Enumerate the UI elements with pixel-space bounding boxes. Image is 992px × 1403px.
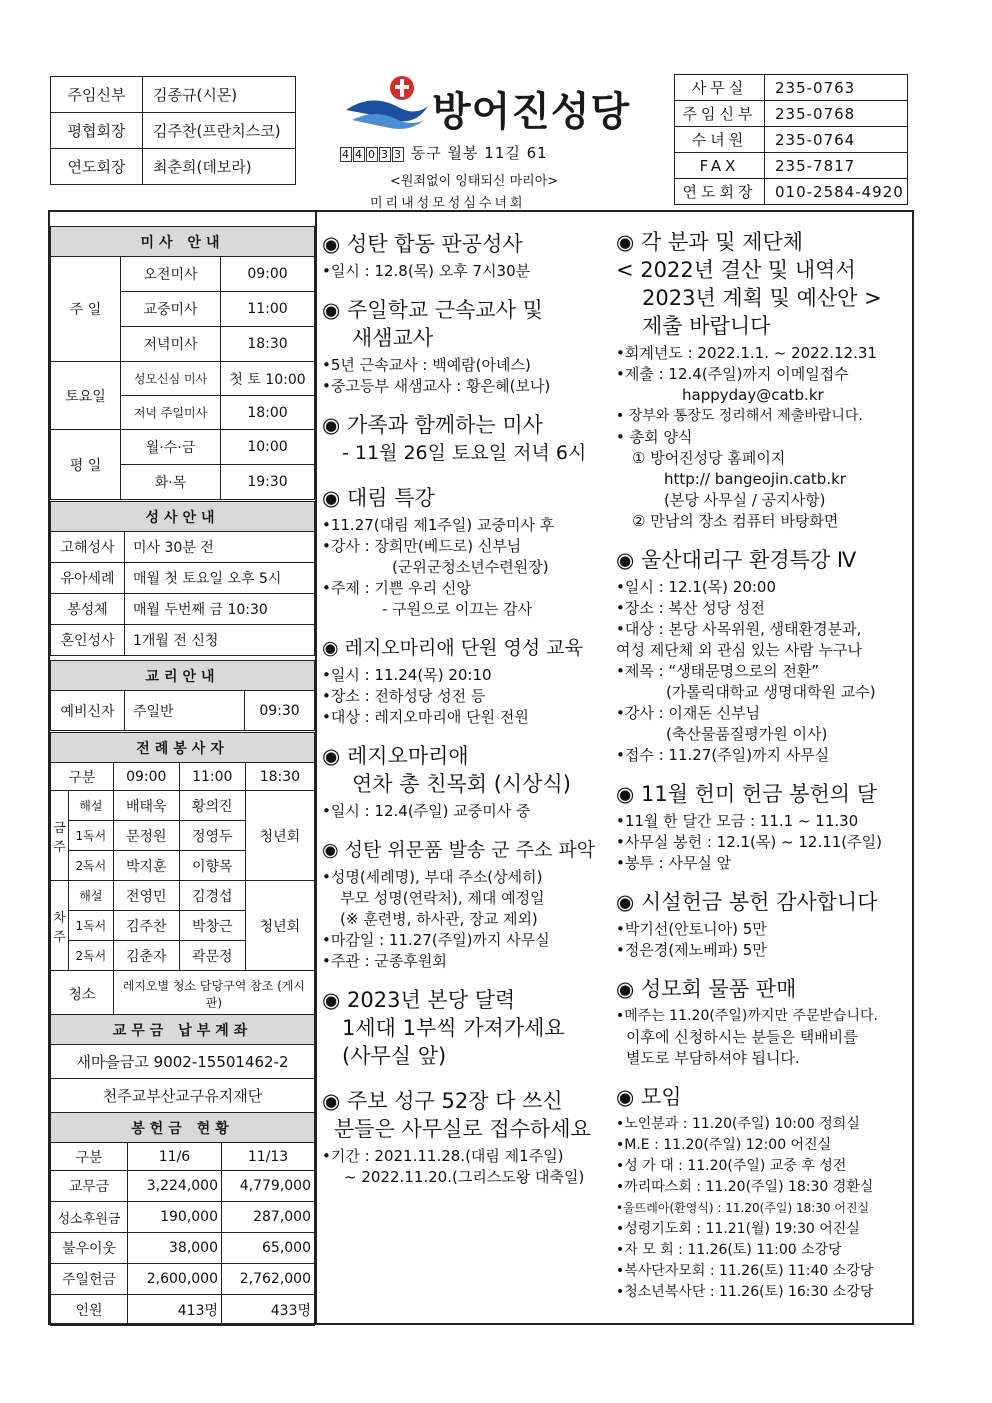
offering-amount: 3,224,000: [128, 1171, 222, 1202]
meeting-line: •복사단자모회 : 11.26(토) 11:40 소강당: [616, 1263, 874, 1279]
church-name: 방어진성당: [432, 89, 631, 135]
liturgy-title: 전례봉사자: [51, 733, 315, 763]
zip-digit: 3: [381, 148, 389, 161]
meeting-line: •M.E : 11.20(주일) 12:00 어진실: [616, 1137, 832, 1153]
mass-name: 저녁 주일미사: [121, 396, 221, 430]
mass-title: 미사 안내: [51, 227, 315, 257]
mass-time: 첫 토 10:00: [221, 362, 315, 396]
evening-group: 청년회: [245, 881, 314, 971]
section-heading: 제출 바랍니다: [642, 314, 771, 338]
contact-label: 연도회장: [675, 179, 765, 205]
meeting-line: •자 모 회 : 11.26(토) 11:00 소강당: [616, 1242, 842, 1258]
section-line: •회계년도 : 2022.1.1. ~ 2022.12.31: [616, 344, 877, 362]
server-name: 전영민: [113, 881, 179, 911]
contact-label: 사무실: [675, 75, 765, 101]
mass-time: 18:30: [221, 327, 315, 362]
offering-amount: 287,000: [222, 1202, 315, 1233]
sacrament-table: [50, 501, 315, 656]
sacrament-title: 성사안내: [51, 502, 315, 532]
section-line: •주관 : 군종후원회: [322, 952, 447, 970]
homepage-url: http:// bangeojin.catb.kr: [664, 470, 846, 488]
meeting-line: •성 가 대 : 11.20(주일) 교중 후 성전: [616, 1158, 847, 1174]
doctrine-title: 교리안내: [51, 661, 315, 691]
section-line: •대상 : 레지오마리애 단원 전원: [322, 708, 529, 726]
meeting-line: •까리따스회 : 11.20(주일) 18:30 경환실: [616, 1179, 874, 1195]
meeting-line: •울뜨레아(환영식) : 11.20(주일) 18:30 어진실: [616, 1201, 870, 1215]
server-name: 이향목: [179, 851, 245, 881]
offering-amount: 2,762,000: [222, 1264, 315, 1295]
section-line: •11월 한 달간 모금 : 11.1 ~ 11.30: [616, 812, 859, 830]
section-line: • 총회 양식: [616, 428, 693, 446]
contact-value: 010-2584-4920: [765, 179, 908, 205]
zip-digit: 4: [355, 148, 363, 161]
evening-group: 청년회: [245, 791, 314, 881]
section-subheading: - 11월 26일 토요일 저녁 6시: [342, 442, 587, 464]
section-line: •메주는 11.20(주일)까지만 주문받습니다.: [616, 1008, 878, 1024]
offering-amount: 190,000: [128, 1202, 222, 1233]
role-name: 1독서: [69, 911, 114, 941]
server-name: 김경섭: [179, 881, 245, 911]
meeting-line: •청소년복사단 : 11.26(토) 16:30 소강당: [616, 1284, 874, 1300]
section-heading: 새샘교사: [352, 326, 434, 350]
contact-label: 수녀원: [675, 127, 765, 153]
liturgy-head: 구분: [51, 763, 114, 791]
doctrine-class: 주일반: [125, 691, 245, 731]
sacrament-name: 봉성체: [51, 594, 125, 625]
email-address: happyday@catb.kr: [682, 386, 824, 404]
role-name: 2독서: [69, 851, 114, 881]
zip-digit: 3: [394, 148, 402, 161]
section-heading: 1세대 1부씩 가져가세요: [342, 1016, 565, 1040]
section-line: •장소 : 복산 성당 성전: [616, 599, 765, 617]
sacrament-time: 매월 두번째 금 10:30: [125, 594, 315, 625]
section-line: •일시 : 12.4(주일) 교중미사 중: [322, 802, 531, 820]
server-name: 배태욱: [113, 791, 179, 821]
zip-digit: 4: [342, 148, 350, 161]
section-heading: ◉ 모임: [616, 1085, 682, 1109]
mass-name: 오전미사: [121, 257, 221, 292]
sunday-label: 주 일: [51, 257, 121, 362]
role-name: 해설: [69, 881, 114, 911]
section-line: 부모 성명(연락처), 제대 예정일: [340, 889, 545, 907]
section-heading: ◉ 레지오마리애 단원 영성 교육: [322, 637, 583, 659]
header-info-table: [50, 76, 296, 185]
mass-time: 09:00: [221, 257, 315, 292]
section-heading: 분들은 사무실로 접수하세요: [334, 1117, 591, 1141]
liturgy-head: 09:00: [113, 763, 179, 791]
column-divider: [315, 212, 317, 1323]
mass-schedule-table: [50, 226, 315, 500]
section-heading: ◉ 주보 성구 52장 다 쓰신: [322, 1089, 563, 1113]
offering-label: 교무금: [51, 1171, 128, 1202]
next-week-label: 차주: [51, 881, 69, 971]
church-emblem-icon: [342, 74, 430, 134]
section-heading: ◉ 대림 특강: [322, 486, 435, 510]
section-line: •일시 : 12.1(목) 20:00: [616, 578, 777, 596]
church-logo: [342, 74, 652, 134]
server-name: 김춘자: [113, 941, 179, 971]
mass-time: 11:00: [221, 292, 315, 327]
section-line: •일시 : 12.8(목) 오후 7시30분: [322, 262, 531, 280]
section-heading: ◉ 2023년 본당 달력: [322, 988, 516, 1012]
section-line: •일시 : 11.24(목) 20:10: [322, 666, 492, 684]
contact-label: FAX: [675, 153, 765, 179]
account-table: [50, 1014, 315, 1113]
header-value: 김주찬(프란치스코): [143, 113, 296, 149]
section-line: 이후에 신청하시는 분들은 택배비를: [626, 1028, 858, 1046]
sacrament-time: 1개월 전 신청: [125, 625, 315, 656]
section-line: •마감일 : 11.27(주일)까지 사무실: [322, 931, 550, 949]
server-name: 문정원: [113, 821, 179, 851]
liturgy-head: 11:00: [179, 763, 245, 791]
offering-label: 성소후원금: [51, 1202, 128, 1233]
liturgy-table: [50, 732, 315, 1017]
offering-table: [50, 1112, 315, 1326]
header-label: 평협회장: [51, 113, 143, 149]
section-line: •성명(세례명), 부대 주소(상세히): [322, 868, 543, 886]
section-heading: ◉ 성모회 물품 판매: [616, 977, 797, 1001]
cleaning-value: 레지오별 청소 담당구역 참조 (게시판): [113, 971, 314, 1017]
section-line: •접수 : 11.27(주일)까지 사무실: [616, 746, 830, 764]
doctrine-time: 09:30: [245, 691, 315, 731]
street-address: 동구 월봉 11길 61: [410, 144, 548, 162]
offering-label: 주일헌금: [51, 1264, 128, 1295]
section-heading: ◉ 주일학교 근속교사 및: [322, 298, 543, 322]
saturday-label: 토요일: [51, 362, 121, 430]
role-name: 2독서: [69, 941, 114, 971]
offering-amount: 2,600,000: [128, 1264, 222, 1295]
header-value: 김종규(시몬): [143, 77, 296, 113]
section-line: •제출 : 12.4(주일)까지 이메일접수: [616, 365, 849, 383]
section-line: 여성 제단체 외 관심 있는 사람 누구나: [616, 641, 862, 659]
mass-time: 18:00: [221, 396, 315, 430]
section-line: 별도로 부담하셔야 됩니다.: [626, 1049, 800, 1067]
section-line: •강사 : 장희만(베드로) 신부님: [322, 537, 522, 555]
offering-amount: 433명: [222, 1295, 315, 1326]
section-line: •기간 : 2021.11.28.(대림 제1주일): [322, 1147, 564, 1165]
liturgy-head: 18:30: [245, 763, 314, 791]
motto: <원죄없이 잉태되신 마리아>: [390, 174, 559, 189]
offering-amount: 4,779,000: [222, 1171, 315, 1202]
section-heading: ◉ 시설헌금 봉헌 감사합니다: [616, 890, 878, 914]
right-column: [616, 228, 908, 1303]
section-line: •정은경(제노베파) 5만: [616, 941, 767, 959]
sacrament-name: 혼인성사: [51, 625, 125, 656]
header-label: 연도회장: [51, 149, 143, 185]
sacrament-name: 고해성사: [51, 532, 125, 563]
contact-value: 235-0763: [765, 75, 908, 101]
account-title: 교무금 납부계좌: [51, 1015, 315, 1045]
sacrament-name: 유아세례: [51, 563, 125, 594]
contact-value: 235-0764: [765, 127, 908, 153]
section-heading: ◉ 울산대리구 환경특강 Ⅳ: [616, 548, 857, 572]
section-line: (본당 사무실 / 공지사항): [664, 491, 826, 509]
section-heading: 2023년 계획 및 예산안 >: [642, 286, 882, 310]
server-name: 김주찬: [113, 911, 179, 941]
contact-value: 235-0768: [765, 101, 908, 127]
section-line: •장소 : 전하성당 성전 등: [322, 687, 486, 705]
cleaning-label: 청소: [51, 971, 114, 1017]
account-holder: 천주교부산교구유지재단: [51, 1079, 315, 1113]
section-line: (※ 훈련병, 하사관, 장교 제외): [340, 910, 538, 928]
offering-amount: 65,000: [222, 1233, 315, 1264]
server-name: 황의진: [179, 791, 245, 821]
section-heading: ◉ 11월 헌미 헌금 봉헌의 달: [616, 782, 877, 806]
meeting-line: •노인분과 : 11.20(주일) 10:00 정희실: [616, 1116, 860, 1132]
offering-title: 봉헌금 현황: [51, 1113, 315, 1143]
section-line: ~ 2022.11.20.(그리스도왕 대축일): [344, 1168, 585, 1186]
server-name: 박창근: [179, 911, 245, 941]
section-line: •주제 : 기쁜 우리 신앙: [322, 579, 471, 597]
section-heading: ◉ 성탄 위문품 발송 군 주소 파악: [322, 839, 596, 861]
section-line: • 장부와 통장도 정리해서 제출바랍니다.: [616, 408, 863, 424]
section-line: •사무실 봉헌 : 12.1(목) ~ 12.11(주일): [616, 833, 882, 851]
server-name: 곽문정: [179, 941, 245, 971]
section-line: •강사 : 이재돈 신부님: [616, 704, 761, 722]
weekday-label: 평 일: [51, 430, 121, 500]
account-number: 새마을금고 9002-15501462-2: [51, 1045, 315, 1079]
section-line: •11.27(대림 제1주일) 교중미사 후: [322, 516, 555, 534]
offering-head: 11/13: [222, 1143, 315, 1171]
section-line: ① 방어진성당 홈페이지: [632, 449, 786, 467]
section-line: (축산물품질평가원 이사): [666, 725, 828, 743]
section-line: •박기선(안토니아) 5만: [616, 920, 767, 938]
section-line: •5년 근속교사 : 백예람(아녜스): [322, 356, 531, 374]
section-line: •중고등부 새샘교사 : 황은혜(보나): [322, 377, 551, 395]
section-heading: ◉ 가족과 함께하는 미사: [322, 413, 543, 437]
address: [340, 142, 640, 163]
server-name: 정영두: [179, 821, 245, 851]
contact-table: [674, 74, 908, 205]
mass-name: 저녁미사: [121, 327, 221, 362]
section-line: •봉투 : 사무실 앞: [616, 854, 732, 872]
mass-name: 교중미사: [121, 292, 221, 327]
offering-head: 구분: [51, 1143, 128, 1171]
mass-time: 10:00: [221, 430, 315, 465]
section-line: (군위군청소년수련원장): [392, 558, 549, 576]
section-heading: < 2022년 결산 및 내역서: [616, 258, 856, 282]
section-heading: 연차 총 친목회 (시상식): [352, 772, 571, 796]
section-line: - 구원으로 이끄는 감사: [382, 600, 533, 618]
offering-amount: 38,000: [128, 1233, 222, 1264]
offering-label: 인원: [51, 1295, 128, 1326]
role-name: 해설: [69, 791, 114, 821]
doctrine-label: 예비신자: [51, 691, 125, 731]
section-heading: ◉ 레지오마리애: [322, 744, 469, 768]
mass-name: 화·목: [121, 465, 221, 500]
meeting-line: •성령기도회 : 11.21(월) 19:30 어진실: [616, 1221, 860, 1237]
convent-name: 미리내성모성심수녀회: [370, 196, 526, 211]
section-line: ② 만남의 장소 컴퓨터 바탕화면: [632, 512, 839, 530]
sacrament-time: 매월 첫 토요일 오후 5시: [125, 563, 315, 594]
offering-label: 불우이웃: [51, 1233, 128, 1264]
offering-head: 11/6: [128, 1143, 222, 1171]
role-name: 1독서: [69, 821, 114, 851]
zip-digit: 0: [368, 148, 376, 161]
offering-amount: 413명: [128, 1295, 222, 1326]
section-line: •대상 : 본당 사목위원, 생태환경분과,: [616, 620, 862, 638]
sacrament-time: 미사 30분 전: [125, 532, 315, 563]
section-heading: ◉ 각 분과 및 제단체: [616, 230, 804, 254]
mass-name: 월·수·금: [121, 430, 221, 465]
server-name: 박지훈: [113, 851, 179, 881]
section-heading: ◉ 성탄 합동 판공성사: [322, 232, 523, 256]
this-week-label: 금주: [51, 791, 69, 881]
section-line: (가톨릭대학교 생명대학원 교수): [666, 683, 876, 701]
contact-label: 주임신부: [675, 101, 765, 127]
header-value: 최춘희(데보라): [143, 149, 296, 185]
mass-time: 19:30: [221, 465, 315, 500]
doctrine-table: [50, 660, 315, 731]
middle-column: [322, 230, 612, 1188]
contact-value: 235-7817: [765, 153, 908, 179]
section-heading: (사무실 앞): [342, 1044, 447, 1068]
header-label: 주임신부: [51, 77, 143, 113]
mass-name: 성모신심 미사: [121, 362, 221, 396]
section-line: •제목 : “생태문명으로의 전환”: [616, 662, 820, 680]
